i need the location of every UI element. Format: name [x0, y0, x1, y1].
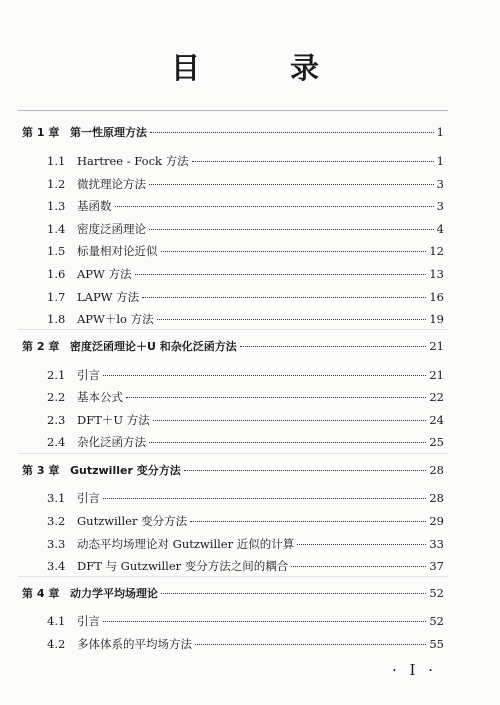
entry-title: 动力学平均场理论 — [70, 587, 158, 600]
dot-leader — [157, 318, 427, 320]
entry-number: 第 1 章 — [22, 126, 60, 139]
toc-section-entry[interactable] — [47, 221, 444, 237]
entry-number: 3.3 — [47, 537, 66, 551]
entry-title: 杂化泛函方法 — [77, 435, 146, 449]
dot-leader — [149, 183, 434, 185]
dot-leader — [195, 643, 426, 645]
toc-chapter-entry[interactable] — [22, 462, 444, 478]
entry-number: 1.3 — [47, 199, 66, 213]
toc-chapter-entry[interactable] — [22, 124, 444, 140]
dot-leader — [161, 592, 426, 594]
entry-title: Gutzwiller 变分方法 — [70, 464, 181, 477]
entry-title: 引言 — [77, 491, 100, 505]
entry-page-number: 52 — [429, 586, 444, 600]
toc-chapter-entry[interactable] — [22, 338, 444, 354]
entry-number: 3.4 — [47, 559, 66, 573]
toc-section-entry[interactable] — [47, 613, 444, 629]
entry-title: 标量相对论近似 — [77, 244, 158, 258]
toc-section-entry[interactable] — [47, 513, 444, 529]
entry-title: Gutzwiller 变分方法 — [77, 514, 188, 528]
entry-number: 2.4 — [47, 435, 66, 449]
entry-number: 2.2 — [47, 390, 66, 404]
dot-leader — [126, 396, 426, 398]
entry-page-number: 28 — [429, 463, 444, 477]
toc-section-entry[interactable] — [47, 412, 444, 428]
entry-number: 2.1 — [47, 368, 66, 382]
entry-number: 1.6 — [47, 267, 66, 281]
dot-leader — [149, 441, 426, 443]
toc-section-entry[interactable] — [47, 536, 444, 552]
toc-section-entry[interactable] — [47, 266, 444, 282]
entry-number: 1.1 — [47, 154, 66, 168]
dot-leader — [103, 497, 426, 499]
entry-page-number: 12 — [429, 244, 444, 258]
entry-number: 1.7 — [47, 290, 66, 304]
dot-leader — [150, 131, 434, 133]
entry-page-number: 1 — [436, 125, 444, 139]
chapter-divider — [18, 576, 448, 577]
toc-section-entry[interactable] — [47, 434, 444, 450]
divider — [18, 110, 448, 111]
entry-page-number: 19 — [429, 312, 444, 326]
entry-page-number: 55 — [429, 637, 444, 651]
entry-title: DFT＋U 方法 — [77, 413, 150, 427]
entry-page-number: 3 — [436, 199, 444, 213]
entry-page-number: 28 — [429, 491, 444, 505]
entry-number: 3.2 — [47, 514, 66, 528]
entry-page-number: 29 — [429, 514, 444, 528]
entry-title: 动态平均场理论对 Gutzwiller 近似的计算 — [77, 537, 295, 551]
entry-page-number: 22 — [429, 390, 444, 404]
entry-number: 4.2 — [47, 637, 66, 651]
entry-title: 基本公式 — [77, 390, 123, 404]
page-number: · I · — [392, 661, 437, 679]
dot-leader — [115, 205, 434, 207]
dot-leader — [103, 620, 426, 622]
chapter-divider — [18, 329, 448, 330]
page-title: 目 录 — [170, 51, 360, 85]
entry-number: 1.4 — [47, 222, 66, 236]
dot-leader — [297, 543, 426, 545]
entry-page-number: 24 — [429, 413, 444, 427]
entry-number: 1.2 — [47, 177, 66, 191]
entry-number: 2.3 — [47, 413, 66, 427]
entry-number: 3.1 — [47, 491, 66, 505]
dot-leader — [103, 374, 426, 376]
toc-chapter-entry[interactable] — [22, 585, 444, 601]
dot-leader — [149, 228, 434, 230]
dot-leader — [135, 273, 427, 275]
entry-title: APW 方法 — [77, 267, 132, 281]
entry-title: 引言 — [77, 614, 100, 628]
entry-number: 第 2 章 — [22, 340, 60, 353]
entry-title: LAPW 方法 — [77, 290, 140, 304]
entry-title: 基函数 — [77, 199, 112, 213]
toc-section-entry[interactable] — [47, 636, 444, 652]
entry-page-number: 4 — [436, 222, 444, 236]
entry-page-number: 21 — [429, 339, 444, 353]
dot-leader — [184, 469, 427, 471]
toc-section-entry[interactable] — [47, 389, 444, 405]
entry-number: 第 3 章 — [22, 464, 60, 477]
entry-title: 密度泛函理论＋U 和杂化泛函方法 — [70, 340, 237, 353]
dot-leader — [240, 345, 427, 347]
toc-section-entry[interactable] — [47, 153, 444, 169]
toc-section-entry[interactable] — [47, 311, 444, 327]
entry-number: 第 4 章 — [22, 587, 60, 600]
toc-section-entry[interactable] — [47, 490, 444, 506]
dot-leader — [291, 565, 426, 567]
entry-page-number: 37 — [429, 559, 444, 573]
dot-leader — [161, 250, 427, 252]
entry-number: 1.8 — [47, 312, 66, 326]
entry-number: 4.1 — [47, 614, 66, 628]
toc-section-entry[interactable] — [47, 243, 444, 259]
entry-title: 微扰理论方法 — [77, 177, 146, 191]
entry-page-number: 3 — [436, 177, 444, 191]
toc-section-entry[interactable] — [47, 558, 444, 574]
entry-title: 引言 — [77, 368, 100, 382]
dot-leader — [142, 296, 426, 298]
entry-page-number: 25 — [429, 435, 444, 449]
toc-section-entry[interactable] — [47, 198, 444, 214]
toc-section-entry[interactable] — [47, 289, 444, 305]
chapter-divider — [18, 453, 448, 454]
entry-title: DFT 与 Gutzwiller 变分方法之间的耦合 — [77, 559, 289, 573]
entry-page-number: 33 — [429, 537, 444, 551]
entry-number: 1.5 — [47, 244, 66, 258]
toc-section-entry[interactable] — [47, 176, 444, 192]
entry-title: 密度泛函理论 — [77, 222, 146, 236]
entry-title: 多体体系的平均场方法 — [77, 637, 192, 651]
entry-title: APW＋lo 方法 — [77, 312, 154, 326]
entry-page-number: 16 — [429, 290, 444, 304]
entry-page-number: 52 — [429, 614, 444, 628]
entry-title: 第一性原理方法 — [70, 126, 147, 139]
entry-title: Hartree - Fock 方法 — [77, 154, 189, 168]
toc-section-entry[interactable] — [47, 367, 444, 383]
entry-page-number: 13 — [429, 267, 444, 281]
dot-leader — [192, 160, 434, 162]
dot-leader — [153, 419, 427, 421]
entry-page-number: 21 — [429, 368, 444, 382]
dot-leader — [190, 520, 426, 522]
entry-page-number: 1 — [436, 154, 444, 168]
